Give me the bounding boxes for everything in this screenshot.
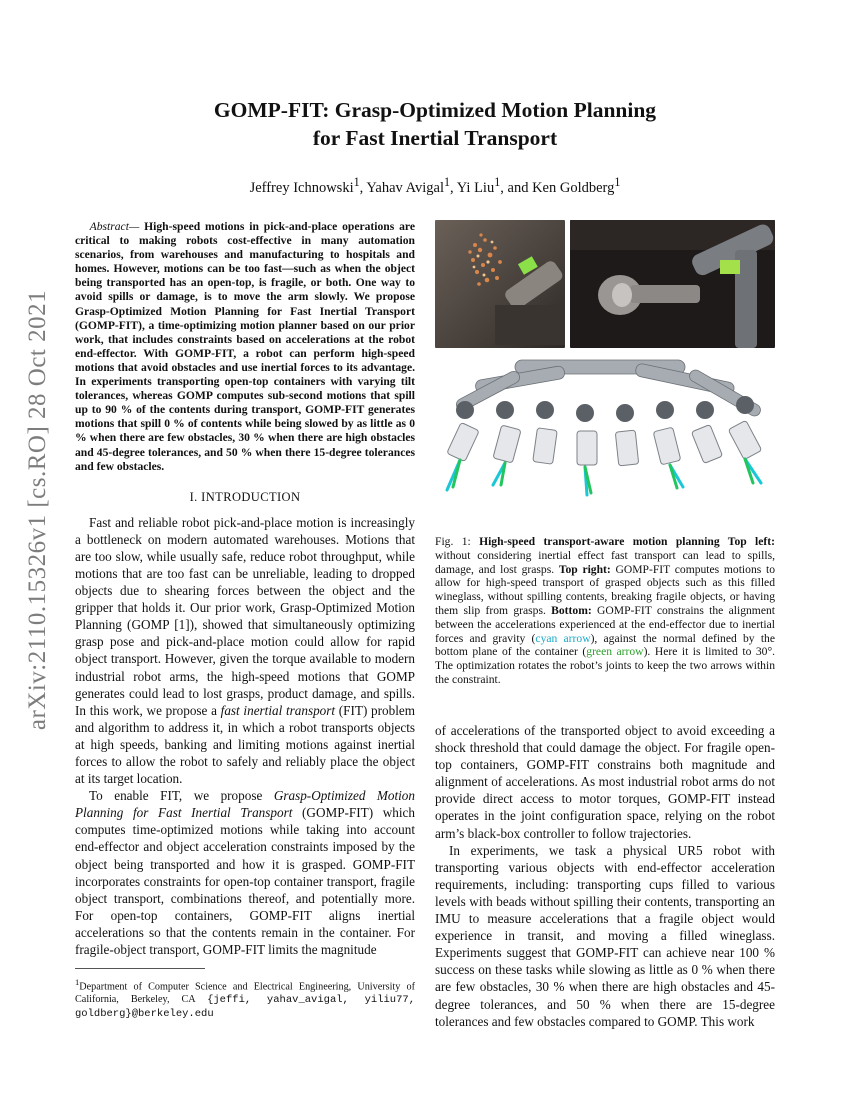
- right-column: [435, 220, 775, 687]
- author-1: Jeffrey Ichnowski$^1$,: [249, 175, 367, 196]
- robot-render-image: [435, 355, 775, 525]
- figure-1: [435, 220, 775, 525]
- robot-motion-render: [435, 355, 775, 525]
- photo-wineglass-transport: [570, 220, 775, 348]
- right-paragraph-2: In experiments, we task a physical UR5 robot with transporting various objects with end-effector acceleration requirements, including: transporting cups filled to various levels with beads without spilling their contents, transporting an IMU to measure accelerations that a fragile object would experience in transit, and moving a filled wineglass. Experiments suggest that GOMP-FIT can achieve near 100 % success on these tasks while slowing as little as 0 % when there are few obstacles, 30 % when there are high obstacles and 45-degree tolerances, and 50 % when there are 15-degree tolerances and few obstacles compared to GOMP. This work: [435, 842, 775, 1029]
- title-line-1: GOMP-FIT: Grasp-Optimized Motion Planning: [213, 98, 657, 122]
- abstract-lead: Abstract: [89, 220, 129, 233]
- author-2: Yahav Avigal$^1$,: [366, 175, 457, 196]
- affiliation-footnote: $^1$Department of Computer Science and Electrical Engineering, University of California, Berkeley, CA {jeffi, yahav_avigal, yiliu77, goldberg}@berkeley.edu: [75, 976, 415, 1021]
- photo-spilling-beads: [435, 220, 565, 348]
- section-heading-introduction: I. INTRODUCTION: [189, 489, 301, 504]
- green-arrow-label: green arrow: [586, 645, 644, 659]
- author-emails: {jeffi, yahav_avigal, yiliu77, goldberg}@berkeley.edu: [75, 994, 416, 1021]
- author-list: [120, 175, 750, 197]
- intro-paragraph-2: To enable FIT, we propose Grasp-Optimized Motion Planning for Fast Inertial Transport (GOMP-FIT) which computes time-optimized motions while taking into account end-effector and object acceleration constraints imposed by the object being transported and how it is grasped. GOMP-FIT incorporates constraints for open-top container transport, fragile object transport, combinations thereof, and potentially more. For open-top containers, GOMP-FIT aligns inertial accelerations so that the contents remain in the container. For fragile-object transport, GOMP-FIT limits the magnitude: [75, 788, 415, 958]
- wineglass-photo-image: [570, 220, 775, 348]
- footnote-rule: [75, 968, 205, 969]
- left-column: [75, 220, 415, 958]
- spill-photo-image: [435, 220, 565, 348]
- paper-title: [120, 96, 750, 152]
- author-4: Ken Goldberg$^1$: [532, 175, 621, 196]
- figure-1-caption: Fig. 1: High-speed transport-aware motion planning Top left: without considering inertial effect fast transport can lead to spills, damage, and lost grasps. Top right: GOMP-FIT computes motions to allow for high-speed transport of grasped objects such as this filled wineglass, without spilling contents, breaking fragile objects, or having them slip from grasps. Bottom: GOMP-FIT constrains the alignment between the accelerations experienced at the end-effector due to inertial forces and gravity (cyan arrow), against the normal defined by the bottom plane of the container (green arrow). Here it is limited to 30°. The optimization rotates the robot’s joints to keep the two arrows within the constraint.: [435, 535, 776, 686]
- arxiv-id: arXiv:2110.15326v1 [cs.RO] 28 Oct 2021: [24, 289, 51, 731]
- cyan-arrow-label: cyan arrow: [535, 631, 591, 645]
- right-paragraph-1: of accelerations of the transported object to avoid exceeding a shock threshold that could damage the object. For fragile open-top containers, GOMP-FIT constrains both magnitude and alignment of accelerations. As most industrial robot arms do not provide direct access to motor torques, GOMP-FIT instead operates in the joint configuration space, relying on the robot arm’s black-box controller to follow trajectories.: [435, 723, 775, 841]
- right-column-body: [435, 722, 775, 1030]
- title-line-2: for Fast Inertial Transport: [312, 126, 558, 150]
- abstract-text: High-speed motions in pick-and-place operations are critical to making robots cost-effective in many automation scenarios, from warehouses and manufacturing to hospitals and homes. However, motions can be too fast—such as when the object being transported has an open-top, is fragile, or both. One way to avoid spills or damage, is to move the arm slowly. We propose Grasp-Optimized Motion Planning for Fast Inertial Transport (GOMP-FIT), a time-optimizing motion planner based on our prior work, that includes constraints based on accelerations at the robot end-effector. With GOMP-FIT, a robot can perform high-speed motions that avoid obstacles and use inertial forces to its advantage. In experiments transporting open-top containers with varying tilt tolerances, whereas GOMP computes sub-second motions that spill up to 90 % of the contents during transport, GOMP-FIT generates motions that spill 0 % of contents while being slowed by as little as 0 % when there are few obstacles, 30 % when there are high obstacles and 45-degree tolerances, and 50 % when there 15-degree tolerances and few obstacles.: [75, 220, 416, 473]
- arxiv-stamp: [18, 289, 58, 731]
- abstract: Abstract— High-speed motions in pick-and-place operations are critical to making robots cost-effective in many automation scenarios, from warehouses and manufacturing to hospitals and homes. However, motions can be too fast—such as when the object being transported has an open-top, is fragile, or both. One way to avoid spills or damage, is to move the arm slowly. We propose Grasp-Optimized Motion Planning for Fast Inertial Transport (GOMP-FIT), a time-optimizing motion planner based on our prior work, that includes constraints based on accelerations at the robot end-effector. With GOMP-FIT, a robot can perform high-speed motions that avoid obstacles and use inertial forces to its advantage. In experiments transporting open-top containers with varying tilt tolerances, whereas GOMP computes sub-second motions that spill up to 90 % of the contents during transport, GOMP-FIT generates motions that spill 0 % of contents while being slowed by as little as 0 % when there are few obstacles, 30 % when there are high obstacles and 45-degree tolerances, and 50 % when there 15-degree tolerances and few obstacles.: [75, 220, 416, 473]
- intro-paragraph-1: Fast and reliable robot pick-and-place motion is increasingly a bottleneck on modern automated warehouses. Motions that are too slow, while usually safe, reduce robot throughput, while motions that are too fast can be unreliable, leading to dropped objects due to shearing forces between the object and the gripper that holds it. Our prior work, Grasp-Optimized Motion Planning (GOMP [1]), showed that simultaneously optimizing grasp pose and pick-and-place motion could allow for rapid object transport. However, given the torque available to modern industrial robot arms, the high-speed motions that GOMP generates could lead to lost grasps, product damage, and spills. In this work, we propose a fast inertial transport (FIT) problem and algorithm to address it, in which a robot transports objects at high speeds, banking and limiting motions against inertial forces to allow the robot to safely and reliably place the object at its target location.: [75, 514, 416, 787]
- author-3: Yi Liu$^1$, and: [456, 175, 533, 196]
